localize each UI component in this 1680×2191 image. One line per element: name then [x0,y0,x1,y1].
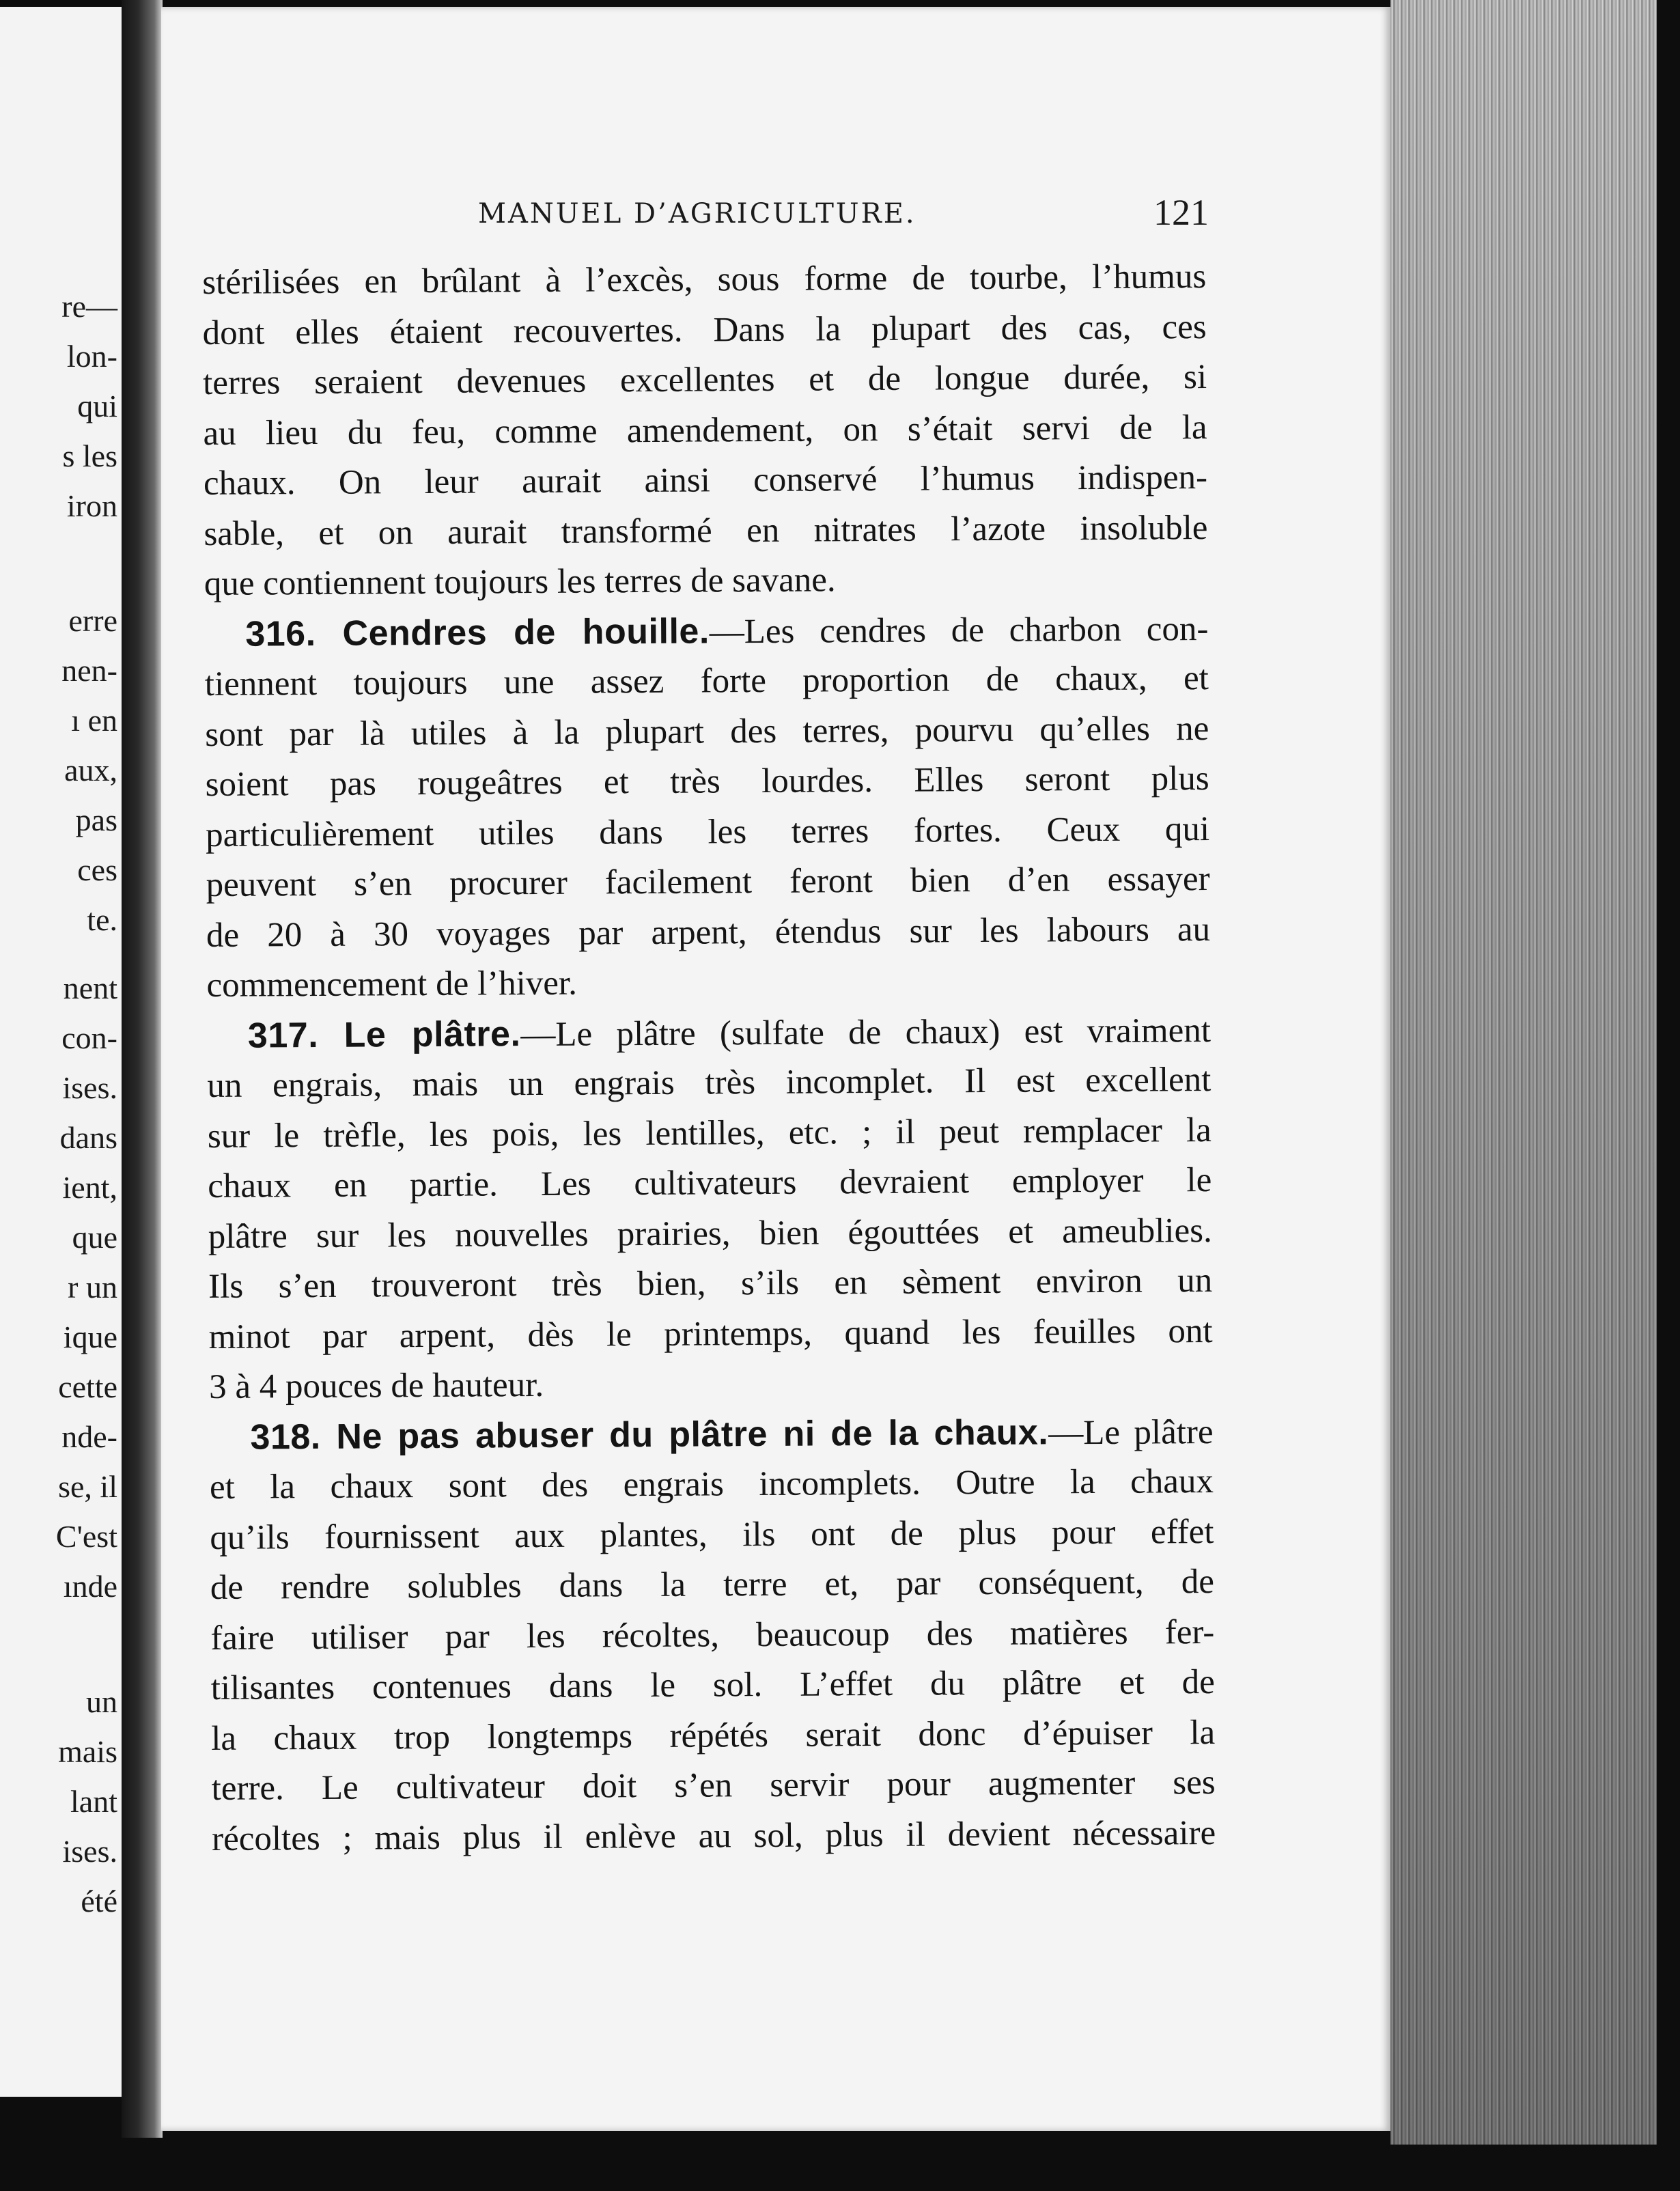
left-page-fragment: s les [62,438,117,473]
left-facing-page [0,7,123,2097]
page-edges [1390,0,1657,2145]
left-page-fragment: te. [87,902,117,937]
left-page-fragment: nen- [61,653,117,688]
left-page-fragment: que [72,1220,117,1255]
text-line: peuvent s’en procurer facilement feront bien d’en essayer [206,860,1210,904]
left-page-fragment: nde- [61,1419,117,1454]
section-lead-text: —Le plâtre [1048,1412,1214,1452]
section-heading: 316. Cendres de houille. [245,611,710,654]
page-body [202,252,1216,1865]
left-page-fragment: été [81,1884,117,1918]
text-line: chaux. On leur aurait ainsi conservé l’humus indispen- [203,458,1208,503]
text-line: récoltes ; mais plus il enlève au sol, plus il devient nécessaire [211,1813,1216,1858]
text-line: de rendre solubles dans la terre et, par conséquent, de [210,1562,1215,1607]
left-page-fragment: se, il [58,1469,117,1504]
text-line: tiennent toujours une assez forte proportion de chaux, et [204,659,1209,703]
text-line: terre. Le cultivateur doit s’en servir pour augmenter ses [211,1763,1216,1808]
left-page-fragment: un [86,1684,117,1719]
text-line: de 20 à 30 voyages par arpent, étendus sur les labours au [206,910,1211,955]
left-page-fragment: iron [66,488,117,523]
left-page-fragment: r un [68,1270,117,1304]
text-line: sur le trèfle, les pois, les lentilles, etc. ; il peut remplacer la [207,1111,1212,1156]
text-line: que contiennent toujours les terres de savane. [204,561,836,603]
left-page-fragment: lant [70,1784,117,1819]
text-line: Ils s’en trouveront très bien, s’ils en sèment environ un [208,1261,1213,1306]
text-line: un engrais, mais un engrais très incomplet. Il est excellent [207,1060,1212,1105]
left-page-fragment: mais [58,1734,117,1769]
section-heading: 318. Ne pas abuser du plâtre ni de la chaux. [250,1412,1049,1457]
intro-paragraph [202,252,1208,609]
left-page-fragment: re— [61,289,117,324]
left-page-fragment: con- [61,1020,117,1055]
running-title: MANUEL D’AGRICULTURE. [478,198,916,229]
left-page-fragment: ınde [63,1569,117,1604]
left-page-fragment: lon- [66,339,117,374]
left-page-fragment: qui [77,389,117,423]
text-line: sable, et on aurait transformé en nitrates l’azote insoluble [204,508,1208,553]
text-line: terres seraient devenues excellentes et de longue durée, si [202,358,1207,402]
text-line: minot par arpent, dès le printemps, quand les feuilles ont [208,1311,1213,1356]
section-first-line [207,1005,1211,1061]
text-line: au lieu du feu, comme amendement, on s’était servi de la [203,408,1207,453]
left-page-fragment: C'est [55,1519,117,1554]
section-316 [204,604,1211,1011]
text-line: soient pas rougeâtres et très lourdes. Elles seront plus [205,759,1209,804]
text-line: et la chaux sont des engrais incomplets. Outre la chaux [209,1462,1214,1507]
page-number: 121 [1153,192,1209,233]
section-318 [209,1406,1216,1864]
section-317 [207,1005,1214,1412]
running-header [478,192,1209,233]
text-line: sont par là utiles à la plupart des terres, pourvu qu’elles ne [205,709,1209,754]
section-first-line [204,604,1208,660]
text-line: tilisantes contenues dans le sol. L’effet du plâtre et de [210,1662,1215,1707]
section-lead-text: —Les cendres de charbon con- [709,609,1209,651]
left-page-fragment: ient, [62,1170,117,1205]
left-page-fragment: erre [68,603,117,638]
text-line: particulièrement utiles dans les terres fortes. Ceux qui [205,809,1210,854]
text-line: chaux en partie. Les cultivateurs devraient employer le [208,1160,1212,1205]
section-first-line [209,1406,1213,1462]
left-page-fragment: ique [63,1320,117,1354]
book-gutter [122,0,163,2138]
left-page-fragment: ises. [62,1834,117,1869]
left-page-fragment: pas [75,803,117,837]
left-page-fragment: dans [59,1120,117,1155]
left-page-fragment: aux, [64,753,117,787]
text-line: faire utiliser par les récoltes, beaucoup des matières fer- [210,1613,1215,1658]
text-line: dont elles étaient recouvertes. Dans la plupart des cas, ces [202,307,1207,352]
text-line: plâtre sur les nouvelles prairies, bien égouttées et ameublies. [208,1211,1212,1256]
text-line: stérilisées en brûlant à l’excès, sous forme de tourbe, l’humus [202,257,1207,302]
left-page-fragment: ises. [62,1070,117,1105]
left-page-fragment: ı en [71,703,117,738]
left-page-fragment: nent [63,971,117,1005]
text-line: commencement de l’hiver. [206,964,578,1005]
section-heading: 317. Le plâtre. [247,1014,521,1056]
text-line: la chaux trop longtemps répétés serait donc d’épuiser la [211,1713,1216,1758]
text-line: 3 à 4 pouces de hauteur. [208,1365,544,1406]
left-page-fragment: ces [77,852,117,887]
text-line: qu’ils fournissent aux plantes, ils ont de plus pour effet [210,1512,1214,1557]
section-lead-text: —Le plâtre (sulfate de chaux) est vraiment [520,1011,1212,1054]
left-page-fragment: cette [58,1369,117,1404]
